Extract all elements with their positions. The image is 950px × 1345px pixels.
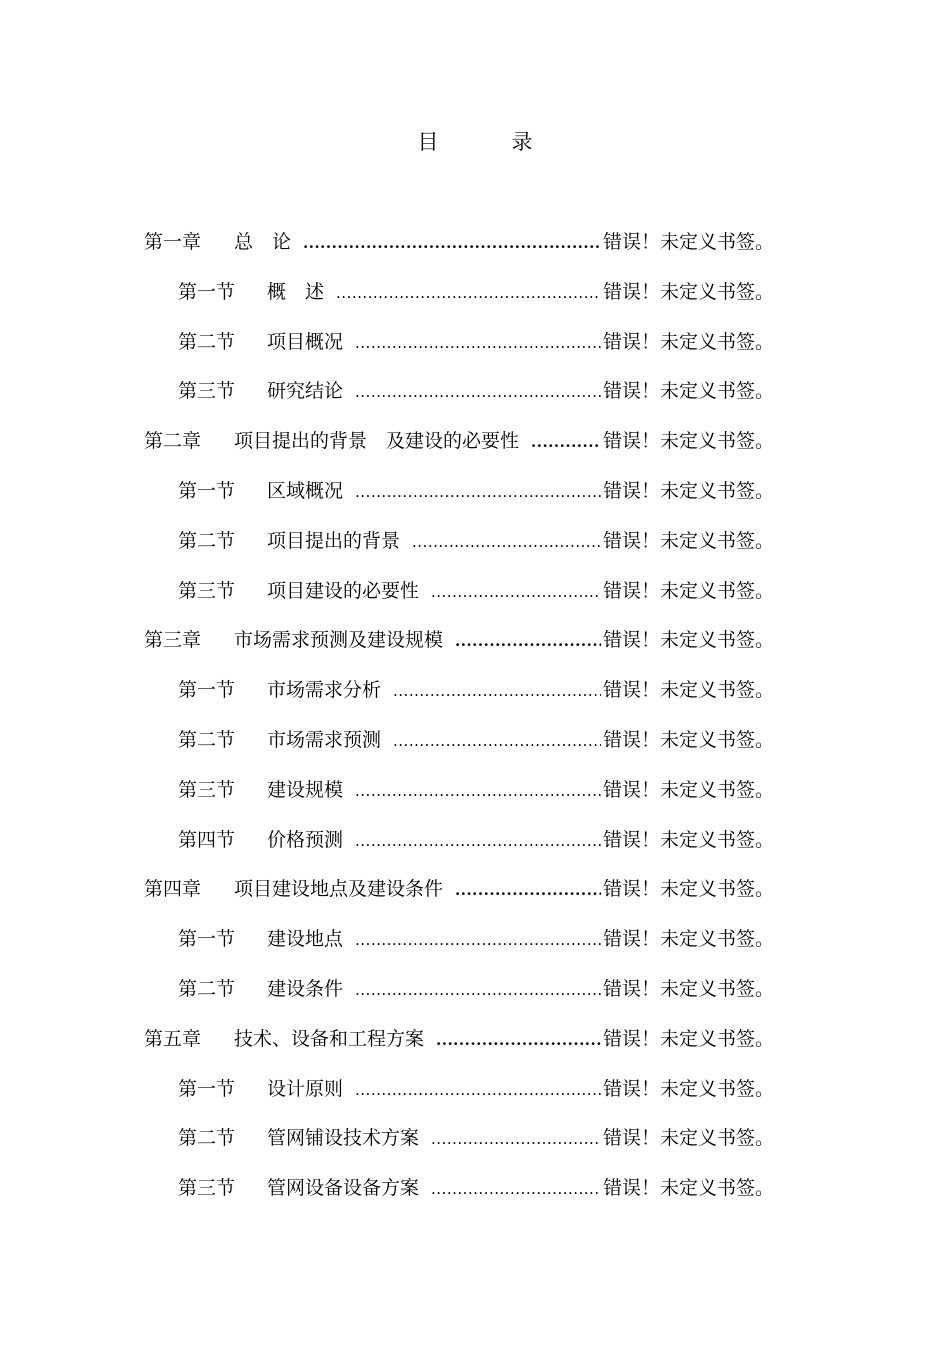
dot-leader [355, 817, 601, 867]
toc-entry-page-ref: 错误！未定义书签。 [603, 1027, 775, 1050]
toc-entry-number: 第三节 [178, 778, 236, 801]
toc-section-entry[interactable] [0, 268, 950, 318]
toc-entry-label [144, 865, 443, 915]
toc-entry-label [178, 367, 343, 417]
dot-leader [436, 1016, 601, 1066]
toc-entry-page-ref: 错误！未定义书签。 [603, 579, 775, 602]
dot-leader [355, 767, 601, 817]
toc-entry-number: 第五章 [144, 1027, 202, 1050]
toc-entry-title: 概 述 [267, 280, 325, 303]
toc-entry-label [178, 1164, 419, 1214]
dot-leader [355, 966, 601, 1016]
dot-leader [393, 717, 601, 767]
toc-entry-number: 第二节 [178, 977, 236, 1000]
toc-heading: 目 录 [417, 130, 559, 154]
toc-entry-label [144, 218, 291, 268]
dot-leader [455, 617, 601, 667]
toc-section-entry[interactable] [0, 915, 950, 965]
toc-entry-label [178, 766, 343, 816]
toc-entry-title: 建设条件 [267, 977, 344, 1000]
toc-entry-page-ref: 错误！未定义书签。 [603, 977, 775, 1000]
toc-section-entry[interactable] [0, 367, 950, 417]
toc-entry-title: 市场需求预测及建设规模 [234, 629, 444, 652]
toc-entry-page-ref: 错误！未定义书签。 [603, 928, 775, 951]
toc-entry-title: 技术、设备和工程方案 [234, 1027, 425, 1050]
toc-entry-title: 项目提出的背景 [267, 529, 401, 552]
toc-entry-title: 建设规模 [267, 778, 344, 801]
dot-leader [431, 1165, 601, 1215]
toc-chapter-entry[interactable] [0, 1015, 950, 1065]
toc-entry-page-ref: 错误！未定义书签。 [603, 231, 775, 253]
dot-leader [393, 667, 601, 717]
toc-section-entry[interactable] [0, 318, 950, 368]
dot-leader [531, 418, 601, 468]
toc-entry-title: 总 论 [234, 231, 292, 253]
toc-entry-title: 价格预测 [267, 828, 344, 851]
toc-entry-number: 第二章 [144, 430, 202, 453]
dot-leader [431, 568, 601, 618]
toc-entry-label [144, 616, 443, 666]
toc-entry-page-ref: 错误！未定义书签。 [603, 878, 775, 901]
toc-entry-number: 第二节 [178, 330, 236, 353]
toc-section-entry[interactable] [0, 1164, 950, 1214]
toc-section-entry[interactable] [0, 766, 950, 816]
toc-section-entry[interactable] [0, 816, 950, 866]
dot-leader [431, 1115, 601, 1165]
toc-entry-number: 第三章 [144, 629, 202, 652]
toc-entry-number: 第一节 [178, 928, 236, 951]
toc-chapter-entry[interactable] [0, 616, 950, 666]
toc-entry-label [178, 467, 343, 517]
toc-entry-number: 第一节 [178, 679, 236, 702]
toc-entry-label [178, 915, 343, 965]
dot-leader [355, 319, 601, 369]
toc-entry-label [178, 965, 343, 1015]
toc-entry-label [178, 318, 343, 368]
toc-section-entry[interactable] [0, 567, 950, 617]
toc-entry-label [178, 1114, 419, 1164]
toc-section-entry[interactable] [0, 666, 950, 716]
toc-entry-page-ref: 错误！未定义书签。 [603, 778, 775, 801]
toc-entry-page-ref: 错误！未定义书签。 [603, 828, 775, 851]
toc-entry-label [178, 816, 343, 866]
toc-entry-title: 建设地点 [267, 928, 344, 951]
toc-entry-page-ref: 错误！未定义书签。 [603, 629, 775, 652]
toc-entry-number: 第四节 [178, 828, 236, 851]
dot-leader [355, 368, 601, 418]
toc-entry-title: 区域概况 [267, 479, 344, 502]
toc-entry-page-ref: 错误！未定义书签。 [603, 479, 775, 502]
toc-section-entry[interactable] [0, 716, 950, 766]
toc-entry-label [178, 268, 324, 318]
toc-entry-label [144, 1015, 424, 1065]
toc-entry-number: 第三节 [178, 579, 236, 602]
toc-entry-page-ref: 错误！未定义书签。 [603, 330, 775, 353]
toc-entry-page-ref: 错误！未定义书签。 [603, 728, 775, 751]
toc-entry-page-ref: 错误！未定义书签。 [603, 380, 775, 403]
toc-section-entry[interactable] [0, 1065, 950, 1115]
dot-leader [355, 1066, 601, 1116]
toc-entry-title: 研究结论 [267, 380, 344, 403]
toc-entry-label [178, 567, 419, 617]
toc-entry-number: 第二节 [178, 728, 236, 751]
toc-chapter-entry[interactable] [0, 865, 950, 915]
toc-entry-title: 项目概况 [267, 330, 344, 353]
toc-entry-page-ref: 错误！未定义书签。 [603, 1127, 775, 1150]
toc-entry-page-ref: 错误！未定义书签。 [603, 1177, 775, 1200]
toc-list [0, 218, 950, 1214]
toc-entry-title: 项目建设的必要性 [267, 579, 420, 602]
toc-entry-page-ref: 错误！未定义书签。 [603, 1077, 775, 1100]
toc-entry-number: 第四章 [144, 878, 202, 901]
toc-entry-number: 第一节 [178, 1077, 236, 1100]
toc-entry-label [178, 666, 381, 716]
toc-entry-number: 第三节 [178, 1177, 236, 1200]
dot-leader [336, 269, 601, 319]
toc-entry-page-ref: 错误！未定义书签。 [603, 529, 775, 552]
toc-entry-page-ref: 错误！未定义书签。 [603, 679, 775, 702]
toc-section-entry[interactable] [0, 517, 950, 567]
toc-entry-page-ref: 错误！未定义书签。 [603, 280, 775, 303]
toc-entry-title: 项目提出的背景 及建设的必要性 [234, 430, 520, 453]
toc-entry-number: 第三节 [178, 380, 236, 403]
toc-entry-title: 设计原则 [267, 1077, 344, 1100]
toc-entry-number: 第一章 [144, 231, 202, 253]
dot-leader [355, 916, 601, 966]
toc-entry-number: 第一节 [178, 479, 236, 502]
dot-leader [412, 518, 601, 568]
toc-chapter-entry[interactable] [0, 417, 950, 467]
toc-entry-title: 市场需求预测 [267, 728, 382, 751]
toc-entry-title: 管网铺设技术方案 [267, 1127, 420, 1150]
toc-entry-number: 第一节 [178, 280, 236, 303]
toc-entry-number: 第二节 [178, 529, 236, 552]
toc-entry-label [178, 517, 400, 567]
toc-entry-label [178, 1065, 343, 1115]
toc-entry-number: 第二节 [178, 1127, 236, 1150]
toc-section-entry[interactable] [0, 467, 950, 517]
toc-entry-label [178, 716, 381, 766]
dot-leader [303, 219, 601, 269]
toc-chapter-entry[interactable] [0, 218, 950, 268]
toc-section-entry[interactable] [0, 1114, 950, 1164]
dot-leader [355, 468, 601, 518]
toc-entry-label [144, 417, 519, 467]
toc-entry-title: 市场需求分析 [267, 679, 382, 702]
toc-section-entry[interactable] [0, 965, 950, 1015]
toc-entry-title: 管网设备设备方案 [267, 1177, 420, 1200]
toc-entry-page-ref: 错误！未定义书签。 [603, 430, 775, 453]
dot-leader [455, 866, 601, 916]
toc-entry-title: 项目建设地点及建设条件 [234, 878, 444, 901]
